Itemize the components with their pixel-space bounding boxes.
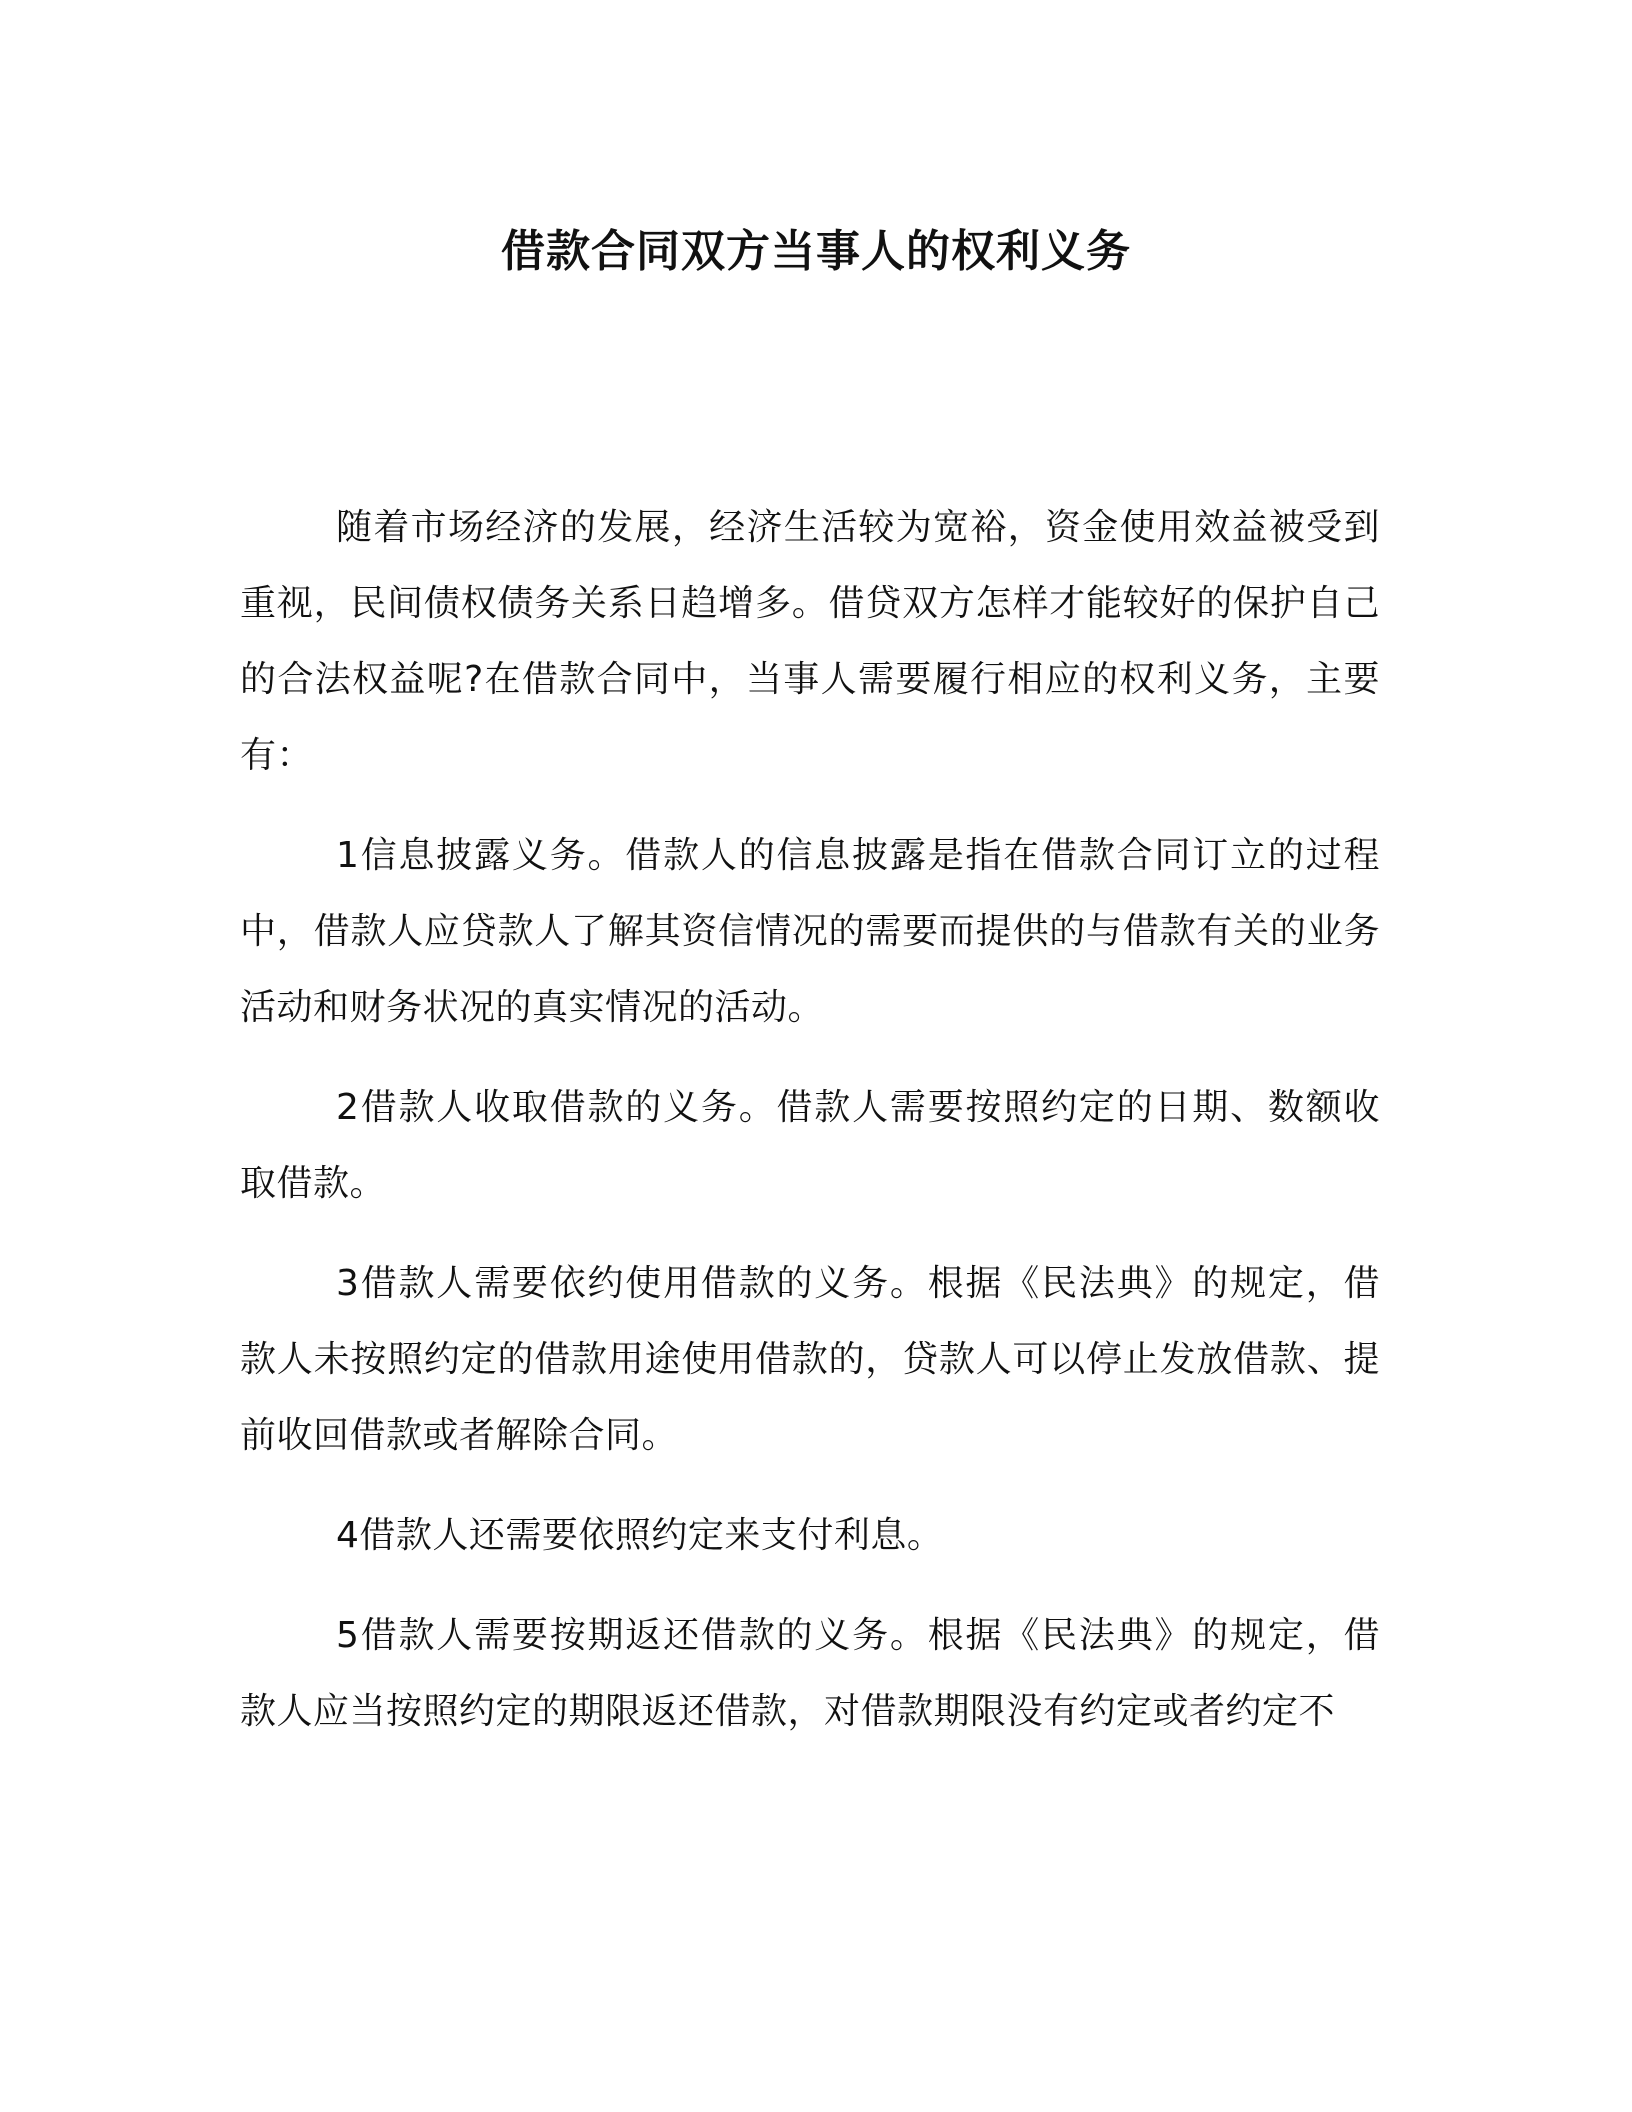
paragraph-item-2: 2借款人收取借款的义务。借款人需要按照约定的日期、数额收取借款。	[240, 1087, 1380, 1204]
paragraph-item-3: 3借款人需要依约使用借款的义务。根据《民法典》的规定，借款人未按照约定的借款用途使用借款的，贷款人可以停止发放借款、提前收回借款或者解除合同。	[240, 1263, 1380, 1456]
paragraph-item-5: 5借款人需要按期返还借款的义务。根据《民法典》的规定，借款人应当按照约定的期限返还借款，对借款期限没有约定或者约定不	[240, 1615, 1380, 1732]
paragraph-item-4: 4借款人还需要依照约定来支付利息。	[336, 1515, 944, 1556]
paragraph-item-1: 1信息披露义务。借款人的信息披露是指在借款合同订立的过程中，借款人应贷款人了解其资信情况的需要而提供的与借款有关的业务活动和财务状况的真实情况的活动。	[240, 835, 1380, 1028]
document-body	[240, 490, 1380, 1774]
document-title: 借款合同双方当事人的权利义务	[501, 226, 1131, 277]
paragraph-intro: 随着市场经济的发展，经济生活较为宽裕，资金使用效益被受到重视，民间债权债务关系日趋增多。借贷双方怎样才能较好的保护自己的合法权益呢?在借款合同中，当事人需要履行相应的权利义务，主要有：	[240, 507, 1380, 776]
